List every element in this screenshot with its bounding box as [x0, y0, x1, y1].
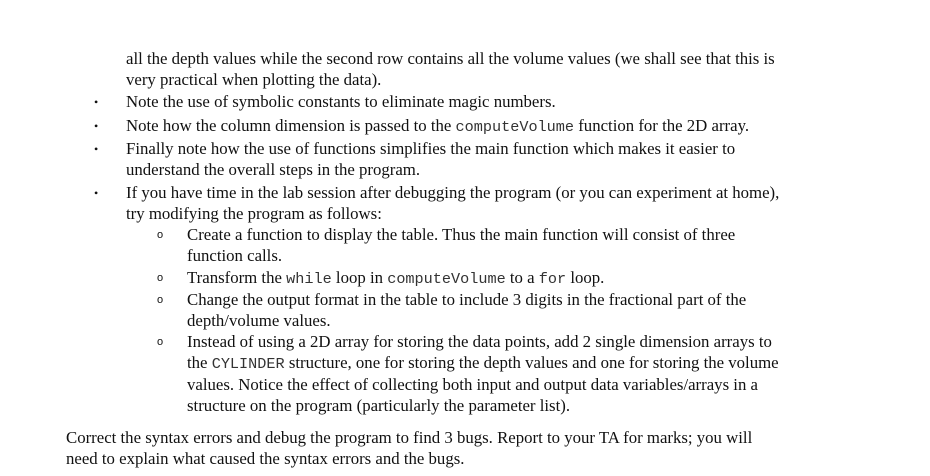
sub-item-3-line-2: depth/volume values. — [187, 311, 331, 330]
sub-item-1-line-1: Create a function to display the table. Thus the main function will consist of three — [187, 225, 736, 244]
sub-item-2-text-b: loop in — [331, 268, 388, 287]
bullet-marker: • — [94, 119, 99, 133]
intro-line-1: all the depth values while the second row contains all the volume values (we shall see that this is — [126, 49, 775, 68]
sub-item-3-line-1: Change the output format in the table to include 3 digits in the fractional part of the — [187, 290, 747, 309]
bullet-2-after: function for the 2D array. — [574, 116, 750, 135]
bullet-4-line-1: If you have time in the lab session after debugging the program (or you can experiment at home), — [126, 183, 780, 202]
bullet-marker: • — [94, 186, 99, 200]
closing-line-1: Correct the syntax errors and debug the program to find 3 bugs. Report to your TA for marks; you will — [66, 428, 753, 447]
code-computeVolume: computeVolume — [387, 270, 506, 288]
sub-bullet-marker: o — [157, 272, 164, 284]
sub-item-2-text — [187, 268, 604, 289]
sub-item-4-line-3: values. Notice the effect of collecting both input and output data variables/arrays in a — [187, 375, 758, 394]
sub-item-4-line-2-a: the — [187, 353, 212, 372]
intro-line-2: very practical when plotting the data). — [126, 70, 382, 89]
code-CYLINDER: CYLINDER — [211, 355, 285, 373]
sub-bullet-marker: o — [157, 229, 164, 241]
bullet-marker: • — [94, 95, 99, 109]
closing-line-2: need to explain what caused the syntax errors and the bugs. — [66, 449, 465, 468]
code-while: while — [286, 270, 332, 288]
sub-item-4-line-2-b: structure, one for storing the depth values and one for storing the volume — [284, 353, 779, 372]
bullet-4-line-2: try modifying the program as follows: — [126, 204, 382, 223]
sub-item-1-line-2: function calls. — [187, 246, 283, 265]
sub-item-4-line-2 — [187, 353, 779, 374]
sub-bullet-marker: o — [157, 336, 164, 348]
bullet-1-text: Note the use of symbolic constants to eliminate magic numbers. — [126, 92, 556, 111]
sub-item-2-text-a: Transform the — [187, 268, 287, 287]
sub-item-4-line-1: Instead of using a 2D array for storing the data points, add 2 single dimension arrays to — [187, 332, 772, 351]
sub-item-4-line-4: structure on the program (particularly the parameter list). — [187, 396, 571, 415]
code-for: for — [538, 270, 567, 288]
sub-bullet-marker: o — [157, 294, 164, 306]
sub-item-2-text-d: loop. — [566, 268, 605, 287]
bullet-3-line-1: Finally note how the use of functions simplifies the main function which makes it easier to — [126, 139, 736, 158]
bullet-3-line-2: understand the overall steps in the program. — [126, 160, 421, 179]
bullet-2-before: Note how the column dimension is passed to the — [126, 116, 456, 135]
bullet-marker: • — [94, 142, 99, 156]
sub-item-2-text-c: to a — [505, 268, 539, 287]
bullet-2-text — [126, 116, 749, 137]
code-computeVolume: computeVolume — [455, 118, 575, 136]
